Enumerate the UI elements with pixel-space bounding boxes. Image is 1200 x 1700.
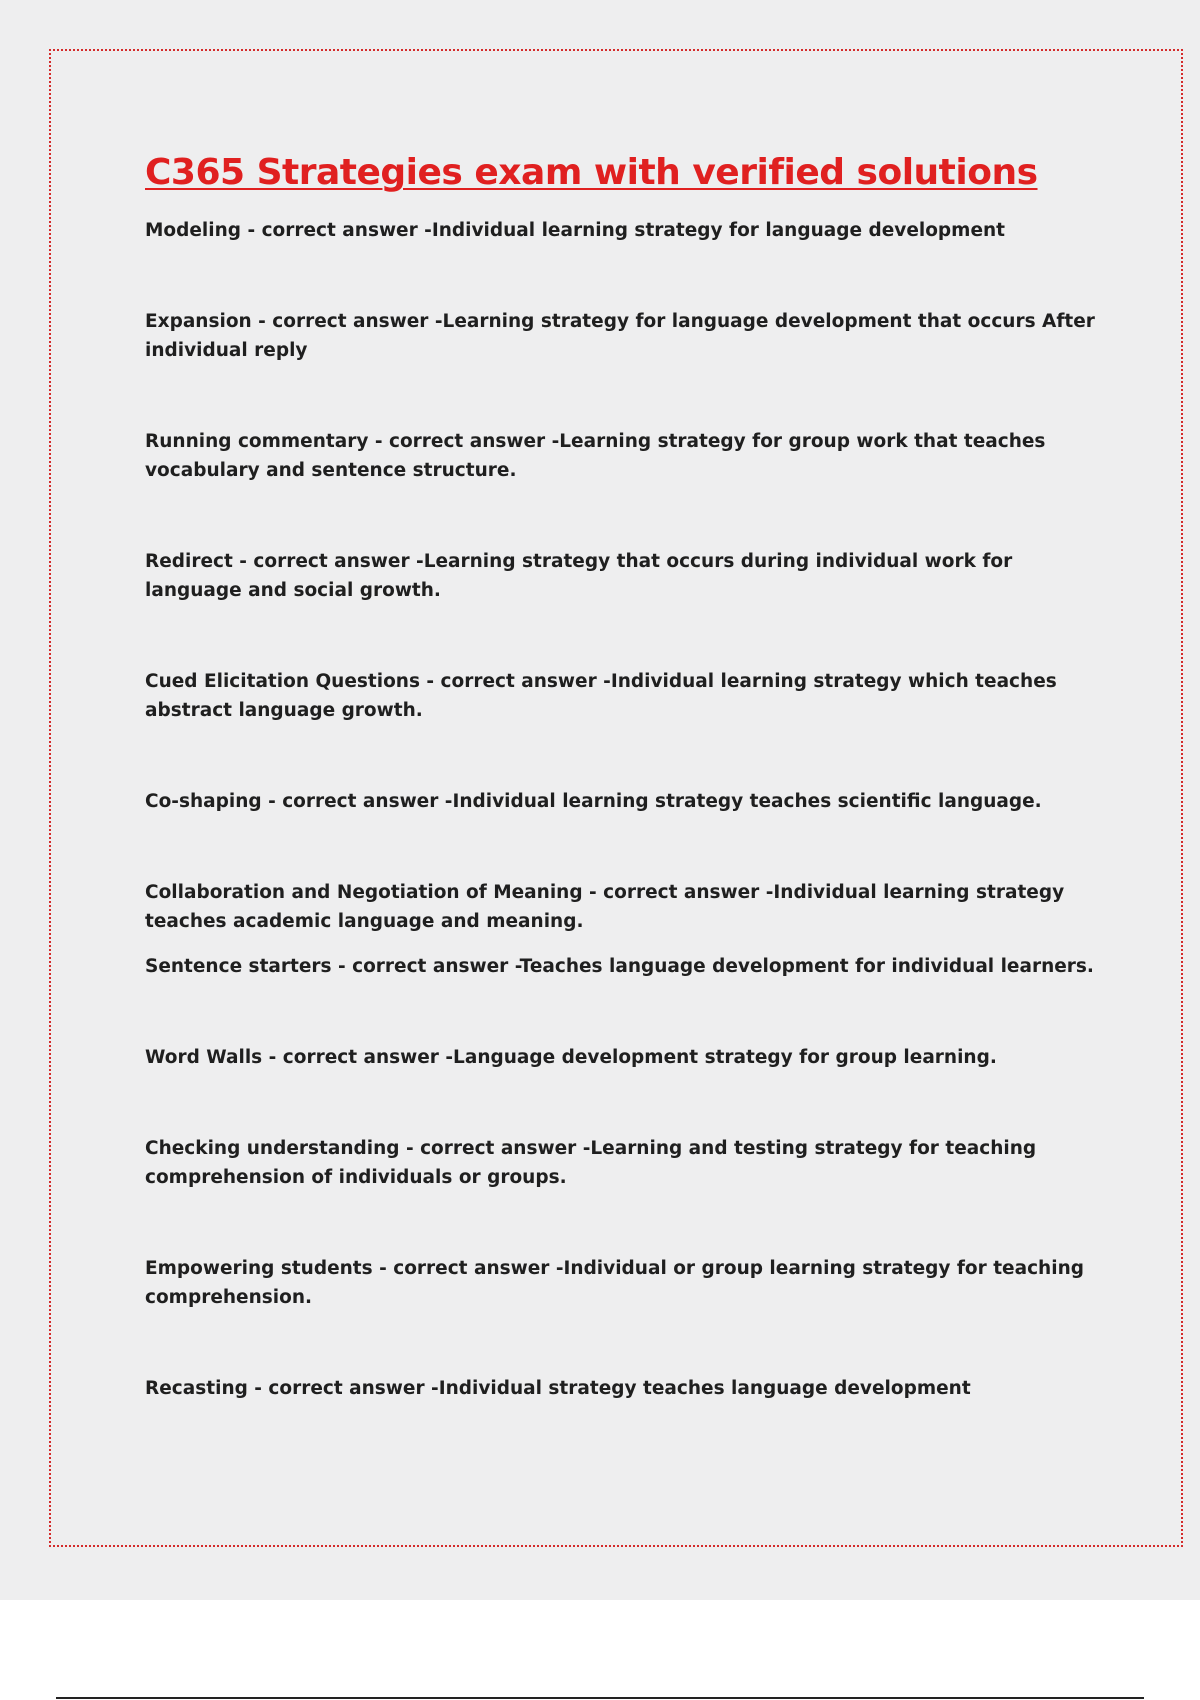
entry-definition: -Learning strategy for group work that teaches vocabulary and sentence structure.: [145, 431, 1046, 481]
entry-answer-label: correct answer: [261, 220, 418, 241]
entry-definition: -Learning and testing strategy for teaching comprehension of individuals or groups.: [145, 1138, 1037, 1188]
qa-entry-sentence-starters: [145, 952, 1095, 981]
entry-answer-label: correct answer: [603, 882, 760, 903]
entry-term: Running commentary: [145, 431, 369, 452]
entry-definition: -Individual learning strategy for language development: [417, 220, 1006, 241]
entry-term: Checking understanding: [145, 1138, 400, 1159]
qa-entry-recasting: [145, 1374, 1095, 1403]
entry-definition: -Learning strategy that occurs during individual work for language and social growth.: [145, 551, 1013, 601]
qa-entry-modeling: [145, 216, 1095, 245]
entry-separator: -: [399, 1138, 421, 1159]
qa-entry-expansion: [145, 307, 1095, 365]
entry-answer-label: correct answer: [352, 956, 509, 977]
qa-entry-co-shaping: [145, 787, 1095, 816]
entry-definition: -Individual learning strategy teaches scientific language.: [438, 791, 1042, 812]
qa-entry-empowering-students: [145, 1254, 1095, 1312]
entry-answer-label: correct answer: [282, 1047, 439, 1068]
entry-answer-label: correct answer: [268, 1378, 425, 1399]
entry-separator: -: [261, 791, 283, 812]
entry-answer-label: correct answer: [282, 791, 439, 812]
entry-separator: -: [368, 431, 389, 452]
entry-separator: -: [582, 882, 604, 903]
entry-answer-label: correct answer: [440, 671, 597, 692]
entry-separator: -: [251, 311, 273, 332]
entry-definition: -Individual learning strategy teaches academic language and meaning.: [145, 882, 1065, 932]
qa-entry-redirect: [145, 547, 1095, 605]
entry-separator: -: [247, 1378, 269, 1399]
entry-definition: -Individual learning strategy which teaches abstract language growth.: [145, 671, 1057, 721]
entry-definition: -Individual strategy teaches language development: [424, 1378, 971, 1399]
qa-entry-collaboration-negotiation: [145, 878, 1095, 936]
entry-separator: -: [331, 956, 353, 977]
entry-separator: -: [232, 551, 254, 572]
entry-term: Recasting: [145, 1378, 248, 1399]
entry-term: Modeling: [145, 220, 242, 241]
document-title: C365 Strategies exam with verified solutions: [145, 152, 1038, 193]
entry-term: Cued Elicitation Questions: [145, 671, 420, 692]
qa-entry-checking-understanding: [145, 1134, 1095, 1192]
entry-answer-label: correct answer: [272, 311, 429, 332]
entry-answer-label: correct answer: [420, 1138, 577, 1159]
entry-term: Word Walls: [145, 1047, 263, 1068]
qa-entry-word-walls: [145, 1043, 1095, 1072]
entry-term: Expansion: [145, 311, 252, 332]
entry-term: Collaboration and Negotiation of Meaning: [145, 882, 583, 903]
next-page-top-rule: [56, 1697, 1144, 1699]
entry-answer-label: correct answer: [388, 431, 546, 452]
entry-term: Empowering students: [145, 1258, 373, 1279]
entry-separator: -: [241, 220, 262, 241]
entry-definition: -Teaches language development for individual learners.: [508, 956, 1094, 977]
entry-definition: -Individual or group learning strategy for teaching comprehension.: [145, 1258, 1084, 1308]
qa-entry-running-commentary: [145, 427, 1095, 485]
entry-answer-label: correct answer: [393, 1258, 550, 1279]
entry-term: Sentence starters: [145, 956, 332, 977]
entry-term: Co-shaping: [145, 791, 262, 812]
document-content: [145, 150, 1095, 1403]
entry-separator: -: [419, 671, 441, 692]
entry-definition: -Learning strategy for language development that occurs After individual reply: [145, 311, 1095, 361]
qa-entry-cued-elicitation-questions: [145, 667, 1095, 725]
entry-term: Redirect: [145, 551, 233, 572]
entry-definition: -Language development strategy for group learning.: [438, 1047, 997, 1068]
entry-answer-label: correct answer: [253, 551, 410, 572]
entry-separator: -: [262, 1047, 283, 1068]
entry-separator: -: [372, 1258, 394, 1279]
